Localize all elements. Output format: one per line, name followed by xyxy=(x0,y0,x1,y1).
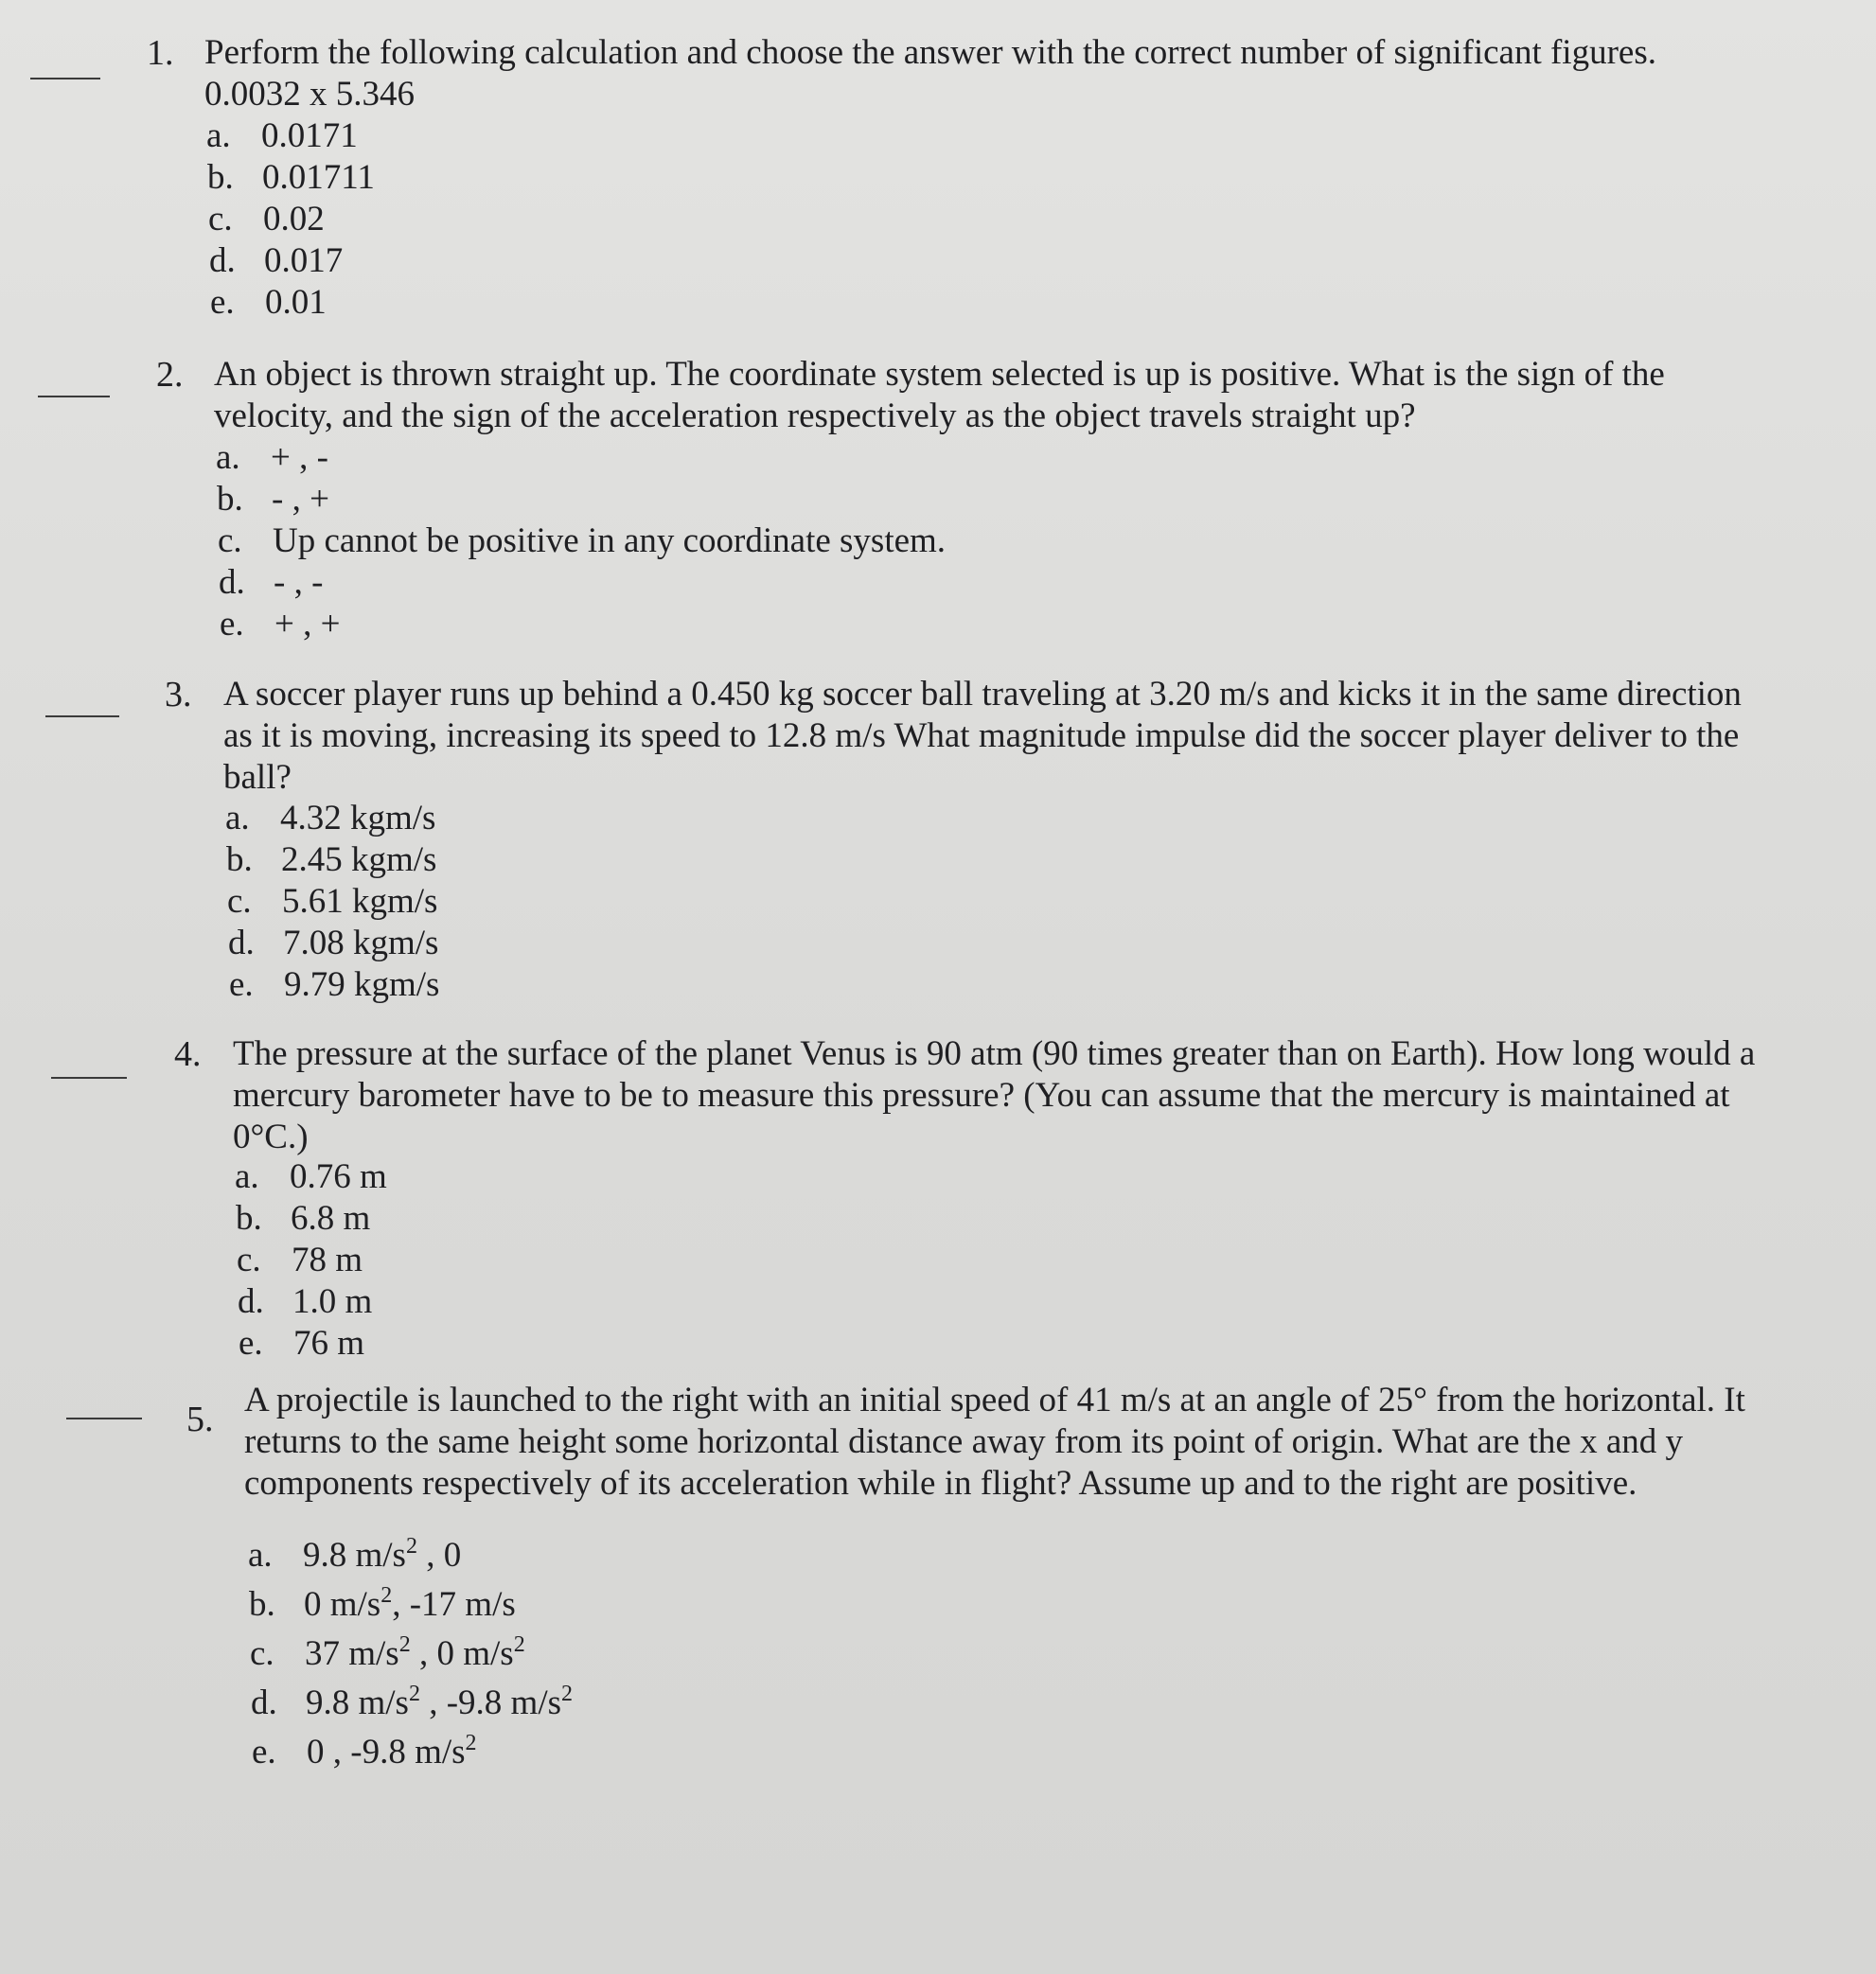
option-text: 78 m xyxy=(292,1241,363,1279)
option-letter: b. xyxy=(249,1585,275,1624)
option-letter: d. xyxy=(209,241,236,280)
option-e[interactable] xyxy=(229,964,439,1006)
exponent-2: 2 xyxy=(398,1632,411,1657)
option-a[interactable] xyxy=(225,798,435,839)
option-b[interactable] xyxy=(249,1584,516,1626)
question-text xyxy=(223,674,1742,799)
option-d[interactable] xyxy=(251,1683,573,1724)
option-letter: c. xyxy=(237,1241,261,1279)
question-number: 4. xyxy=(174,1034,202,1074)
exponent-2: 2 xyxy=(513,1632,525,1657)
option-text: 5.61 kgm/s xyxy=(282,882,438,921)
option-b[interactable] xyxy=(207,157,375,199)
option-letter: a. xyxy=(235,1157,259,1196)
question-number: 1. xyxy=(147,33,174,73)
question-line: A projectile is launched to the right with an initial speed of 41 m/s at an angle of 25° from the horizontal. It xyxy=(244,1381,1745,1419)
exponent-2: 2 xyxy=(408,1682,420,1706)
option-letter: d. xyxy=(228,924,255,962)
option-text: 4.32 kgm/s xyxy=(280,799,436,837)
question-line: mercury barometer have to be to measure this pressure? (You can assume that the mercury is maintained at xyxy=(233,1076,1730,1115)
option-text: 0 , -9.8 $m/s^2$ xyxy=(307,1731,477,1771)
option-a[interactable] xyxy=(206,115,358,157)
option-text: Up cannot be positive in any coordinate system. xyxy=(273,521,947,560)
option-letter: c. xyxy=(250,1634,274,1673)
option-letter: b. xyxy=(207,158,234,197)
option-letter: e. xyxy=(210,283,235,322)
option-letter: b. xyxy=(236,1199,262,1238)
question-line: as it is moving, increasing its speed to 12.8 m/s What magnitude impulse did the soccer player deliver to the xyxy=(223,716,1740,755)
option-letter: c. xyxy=(227,882,252,921)
option-letter: b. xyxy=(226,840,253,879)
option-d[interactable] xyxy=(238,1281,372,1323)
option-e[interactable] xyxy=(220,604,340,645)
option-letter: d. xyxy=(238,1282,264,1321)
option-b[interactable] xyxy=(236,1198,370,1240)
option-c[interactable] xyxy=(218,520,946,562)
question-number: 5. xyxy=(186,1400,214,1439)
question-line: Perform the following calculation and choose the answer with the correct number of significant figures. xyxy=(204,33,1656,72)
option-d[interactable] xyxy=(228,923,438,964)
question-text xyxy=(214,354,1665,437)
option-text: 37 $m/s^2$ , 0 $m/s^2$ xyxy=(305,1632,525,1673)
exponent-2: 2 xyxy=(405,1534,417,1559)
answer-blank-4[interactable] xyxy=(51,1077,127,1079)
option-a[interactable] xyxy=(248,1535,461,1577)
option-text: 0.01711 xyxy=(262,158,375,197)
option-c[interactable] xyxy=(250,1633,525,1675)
option-text: + , + xyxy=(274,605,341,643)
option-d[interactable] xyxy=(219,562,323,604)
option-b[interactable] xyxy=(226,839,436,881)
option-letter: e. xyxy=(239,1324,263,1363)
option-letter: c. xyxy=(208,200,233,238)
option-c[interactable] xyxy=(227,881,437,923)
question-line: 0.0032 x 5.346 xyxy=(204,75,415,114)
option-text: 0 $m/s^2$, -17 m/s xyxy=(304,1583,516,1624)
option-e[interactable] xyxy=(210,282,327,324)
question-line: ball? xyxy=(223,758,292,797)
option-letter: d. xyxy=(219,563,245,602)
option-text: + , - xyxy=(271,438,328,477)
option-letter: a. xyxy=(216,438,240,477)
option-text: - , + xyxy=(272,480,329,519)
question-line: components respectively of its acceleration while in flight? Assume up and to the right are positive. xyxy=(244,1464,1637,1503)
option-letter: a. xyxy=(248,1536,273,1575)
option-letter: e. xyxy=(220,605,244,643)
option-text: 9.8 $m/s^2$ , -9.8 $m/s^2$ xyxy=(306,1682,573,1722)
question-line: An object is thrown straight up. The coordinate system selected is up is positive. What is the sign of the xyxy=(214,355,1665,394)
option-text: 9.8 $m/s^2$ , 0 xyxy=(303,1534,462,1575)
option-letter: b. xyxy=(217,480,243,519)
option-letter: c. xyxy=(218,521,242,560)
answer-blank-2[interactable] xyxy=(38,396,110,397)
option-text: 0.76 m xyxy=(290,1157,387,1196)
option-text: 6.8 m xyxy=(291,1199,371,1238)
option-e[interactable] xyxy=(239,1323,364,1365)
answer-blank-1[interactable] xyxy=(30,78,100,79)
question-line: The pressure at the surface of the planet Venus is 90 atm (90 times greater than on Earth). How long would a xyxy=(233,1034,1756,1073)
option-letter: a. xyxy=(206,116,231,155)
option-text: 9.79 kgm/s xyxy=(284,965,440,1004)
option-a[interactable] xyxy=(216,437,328,479)
option-b[interactable] xyxy=(217,479,329,520)
exponent-2: 2 xyxy=(561,1682,573,1706)
option-c[interactable] xyxy=(208,199,325,240)
question-line: A soccer player runs up behind a 0.450 kg soccer ball traveling at 3.20 m/s and kicks it in the same direction xyxy=(223,675,1742,714)
question-text xyxy=(204,32,1656,115)
question-text xyxy=(244,1380,1745,1505)
exponent-2: 2 xyxy=(381,1583,393,1608)
option-text: 0.01 xyxy=(265,283,327,322)
option-letter: a. xyxy=(225,799,250,837)
option-text: 76 m xyxy=(293,1324,365,1363)
option-a[interactable] xyxy=(235,1156,387,1198)
option-text: 2.45 kgm/s xyxy=(281,840,437,879)
option-text: 1.0 m xyxy=(292,1282,373,1321)
answer-blank-3[interactable] xyxy=(45,715,119,717)
question-line: returns to the same height some horizontal distance away from its point of origin. What are the x and y xyxy=(244,1422,1684,1461)
question-line: 0°C.) xyxy=(233,1118,309,1156)
option-e[interactable] xyxy=(252,1732,477,1773)
question-number: 2. xyxy=(156,355,184,395)
option-c[interactable] xyxy=(237,1240,363,1281)
question-text xyxy=(233,1033,1755,1158)
exponent-2: 2 xyxy=(465,1731,477,1755)
option-text: 7.08 kgm/s xyxy=(283,924,439,962)
option-letter: d. xyxy=(251,1683,277,1722)
option-text: 0.0171 xyxy=(261,116,358,155)
question-number: 3. xyxy=(165,675,192,714)
option-letter: e. xyxy=(229,965,254,1004)
option-d[interactable] xyxy=(209,240,343,282)
option-letter: e. xyxy=(252,1733,276,1771)
question-line: velocity, and the sign of the acceleration respectively as the object travels straight up? xyxy=(214,397,1416,435)
option-text: 0.02 xyxy=(263,200,325,238)
answer-blank-5[interactable] xyxy=(66,1418,142,1419)
option-text: - , - xyxy=(274,563,324,602)
option-text: 0.017 xyxy=(264,241,344,280)
